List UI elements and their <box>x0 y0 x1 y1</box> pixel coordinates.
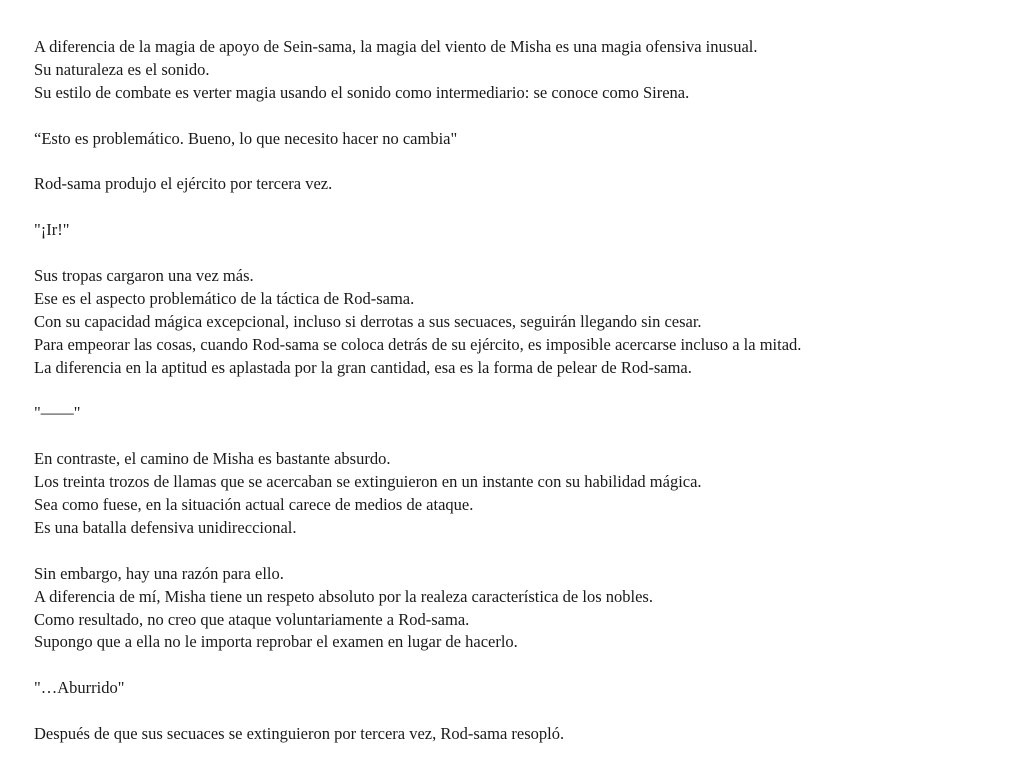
paragraph <box>34 723 994 746</box>
document-body <box>34 36 994 769</box>
text-line: Su naturaleza es el sonido. <box>34 59 210 79</box>
text-line: Supongo que a ella no le importa reprobar el examen en lugar de hacerlo. <box>34 632 518 652</box>
paragraph <box>34 219 994 242</box>
text-line: Sea como fuese, en la situación actual carece de medios de ataque. <box>34 495 474 515</box>
paragraph <box>34 265 994 380</box>
text-line: Ese es el aspecto problemático de la táctica de Rod-sama. <box>34 288 415 308</box>
paragraph <box>34 448 994 540</box>
text-line: Sin embargo, hay una razón para ello. <box>34 563 284 583</box>
paragraph <box>34 173 994 196</box>
text-line: Los treinta trozos de llamas que se acercaban se extinguieron en un instante con su habilidad mágica. <box>34 472 702 492</box>
paragraph <box>34 563 994 655</box>
text-line: A diferencia de mí, Misha tiene un respeto absoluto por la realeza característica de los nobles. <box>34 586 653 606</box>
text-line: "…Aburrido" <box>34 678 125 698</box>
text-line: Con su capacidad mágica excepcional, incluso si derrotas a sus secuaces, seguirán llegando sin cesar. <box>34 311 702 331</box>
text-line: En contraste, el camino de Misha es bastante absurdo. <box>34 449 391 469</box>
paragraph <box>34 36 994 105</box>
text-line: Sus tropas cargaron una vez más. <box>34 266 254 285</box>
paragraph <box>34 677 994 700</box>
text-line: "¡Ir!" <box>34 220 70 240</box>
text-line: Rod-sama produjo el ejército por tercera vez. <box>34 174 333 194</box>
text-line: Es una batalla defensiva unidireccional. <box>34 517 297 537</box>
text-line: A diferencia de la magia de apoyo de Sein-sama, la magia del viento de Misha es una magia ofensiva inusual. <box>34 37 758 56</box>
text-line: Después de que sus secuaces se extinguieron por tercera vez, Rod-sama resopló. <box>34 724 565 744</box>
paragraph <box>34 402 994 425</box>
paragraph <box>34 128 994 151</box>
text-line: “Esto es problemático. Bueno, lo que necesito hacer no cambia" <box>34 128 458 148</box>
text-line: Su estilo de combate es verter magia usando el sonido como intermediario: se conoce como Sirena. <box>34 82 690 102</box>
text-line: "——" <box>34 403 81 423</box>
text-line: Como resultado, no creo que ataque voluntariamente a Rod-sama. <box>34 609 470 629</box>
text-line: La diferencia en la aptitud es aplastada por la gran cantidad, esa es la forma de pelear de Rod-sama. <box>34 357 692 377</box>
text-line: Para empeorar las cosas, cuando Rod-sama se coloca detrás de su ejército, es imposible acercarse incluso a la mitad. <box>34 334 802 354</box>
